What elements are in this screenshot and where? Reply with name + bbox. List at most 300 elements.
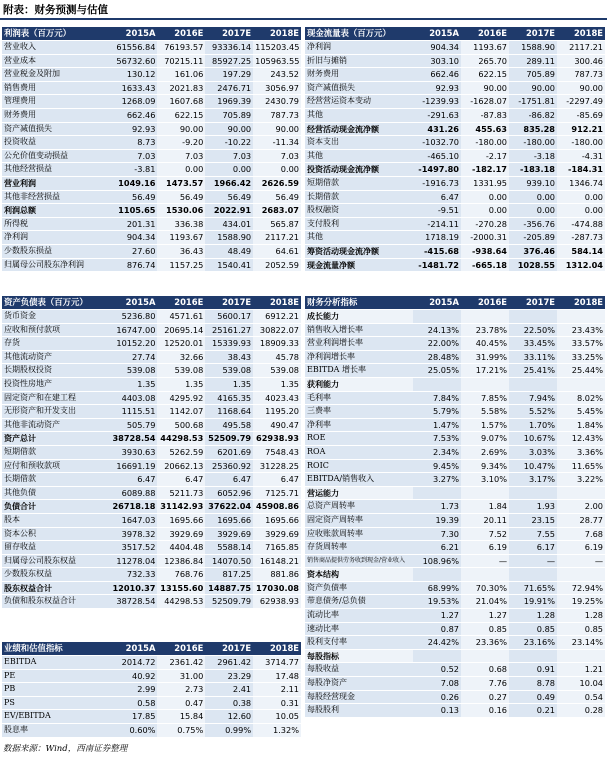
cell-value: 23.78% xyxy=(461,323,509,337)
row-label: EV/EBITDA xyxy=(2,710,110,724)
table-row xyxy=(305,323,605,337)
cell-value: 1718.19 xyxy=(413,231,461,245)
cell-value: 15339.93 xyxy=(205,337,253,351)
section-row xyxy=(305,486,605,500)
row-label: 利润总额 xyxy=(2,204,110,218)
cell-value: 0.00 xyxy=(557,190,605,204)
cell-value: 7.85% xyxy=(461,391,509,405)
table-row xyxy=(2,204,301,218)
table-row xyxy=(2,418,301,432)
table-row xyxy=(2,710,301,724)
cell-value: 197.29 xyxy=(205,68,253,82)
balance-grid xyxy=(2,296,301,609)
cell-value: 71.65% xyxy=(509,581,557,595)
cell-value: 2.41 xyxy=(205,683,253,697)
cell-value: 19.39 xyxy=(413,513,461,527)
cell-value: 0.00 xyxy=(461,190,509,204)
table-row xyxy=(305,54,605,68)
cell-value: 40.45% xyxy=(461,337,509,351)
row-label: 资产总计 xyxy=(2,432,110,446)
cell-value: 1607.68 xyxy=(157,95,205,109)
cell-value: 56.49 xyxy=(157,190,205,204)
cell-value: 45908.86 xyxy=(253,500,301,514)
cell-value: 20.11 xyxy=(461,513,509,527)
cell-value: 0.00 xyxy=(557,204,605,218)
cell-value: 161.06 xyxy=(157,68,205,82)
table-row xyxy=(305,622,605,636)
cell-value: 90.00 xyxy=(461,81,509,95)
cell-value xyxy=(413,568,461,582)
cell-value: 1193.67 xyxy=(157,231,205,245)
table-row xyxy=(305,81,605,95)
row-label: 其他流动资产 xyxy=(2,350,110,364)
table-row xyxy=(305,609,605,623)
balance-sheet-table xyxy=(2,296,301,609)
cell-value: 25.41% xyxy=(509,364,557,378)
table-row xyxy=(2,163,301,177)
cell-value: 3.22% xyxy=(557,473,605,487)
cell-value xyxy=(461,568,509,582)
cell-value: 19.91% xyxy=(509,595,557,609)
row-label: 营业税金及附加 xyxy=(2,68,110,82)
table-row xyxy=(305,473,605,487)
cell-value: 48.49 xyxy=(205,244,253,258)
cell-value: 72.94% xyxy=(557,581,605,595)
table-row xyxy=(2,54,301,68)
table-row xyxy=(2,108,301,122)
table-row xyxy=(2,217,301,231)
cell-value xyxy=(413,310,461,324)
cell-value: 3714.77 xyxy=(253,656,301,670)
cell-value: 1346.74 xyxy=(557,176,605,190)
cell-value: 1.93 xyxy=(509,500,557,514)
cell-value: — xyxy=(509,554,557,568)
cell-value: 300.46 xyxy=(557,54,605,68)
table-header-row xyxy=(305,27,605,41)
row-label: ROA xyxy=(305,445,413,459)
cash-flow-table xyxy=(305,27,605,272)
column-header: 2015A xyxy=(110,642,158,656)
row-label: 其他非流动资产 xyxy=(2,418,110,432)
income-statement-table xyxy=(2,27,301,272)
cell-value: 0.21 xyxy=(509,704,557,718)
cell-value: 32.66 xyxy=(157,350,205,364)
row-label: 每股收益 xyxy=(305,663,413,677)
table-row xyxy=(305,364,605,378)
cashflow-grid xyxy=(305,27,605,272)
cell-value: — xyxy=(461,554,509,568)
cell-value: 105963.55 xyxy=(253,54,301,68)
table-row xyxy=(2,656,301,670)
cell-value: 1695.66 xyxy=(253,513,301,527)
cell-value: 5588.14 xyxy=(205,541,253,555)
cell-value: -2.17 xyxy=(461,149,509,163)
column-header: 2018E xyxy=(557,296,605,310)
cell-value: 1695.66 xyxy=(157,513,205,527)
row-label: 股东权益合计 xyxy=(2,581,110,595)
section-row xyxy=(305,568,605,582)
cell-value: 705.89 xyxy=(205,108,253,122)
cell-value: 6.19 xyxy=(461,541,509,555)
cell-value xyxy=(413,649,461,663)
row-label: 长期借款 xyxy=(2,473,110,487)
cell-value: -180.00 xyxy=(557,136,605,150)
row-label: 营业利润增长率 xyxy=(305,337,413,351)
cell-value: -214.11 xyxy=(413,217,461,231)
table-row xyxy=(305,217,605,231)
cell-value: 495.58 xyxy=(205,418,253,432)
cell-value: -10.22 xyxy=(205,136,253,150)
cell-value: 1049.16 xyxy=(110,176,158,190)
cell-value: 12010.37 xyxy=(110,581,158,595)
cell-value: 1966.42 xyxy=(205,176,253,190)
cell-value: 19.25% xyxy=(557,595,605,609)
column-header: 2017E xyxy=(205,27,253,41)
cell-value: 64.61 xyxy=(253,244,301,258)
cell-value: 584.14 xyxy=(557,244,605,258)
table-row xyxy=(2,473,301,487)
column-header: 2017E xyxy=(205,642,253,656)
cell-value: -9.20 xyxy=(157,136,205,150)
cell-value: 0.85 xyxy=(557,622,605,636)
cell-value: 539.08 xyxy=(110,364,158,378)
cell-value: 6.21 xyxy=(413,541,461,555)
valuation-grid xyxy=(2,642,301,738)
cell-value: -270.28 xyxy=(461,217,509,231)
cell-value: 10.47% xyxy=(509,459,557,473)
cell-value: 7.55 xyxy=(509,527,557,541)
cell-value: 0.00 xyxy=(157,163,205,177)
row-label: 所得税 xyxy=(2,217,110,231)
cell-value: 0.99% xyxy=(205,723,253,737)
table-row xyxy=(305,231,605,245)
row-label: 财务费用 xyxy=(305,68,413,82)
cell-value: 12.43% xyxy=(557,432,605,446)
table-row xyxy=(305,244,605,258)
cell-value: 9.07% xyxy=(461,432,509,446)
table-row xyxy=(305,258,605,272)
cell-value: 1.84 xyxy=(461,500,509,514)
cell-value: — xyxy=(557,554,605,568)
row-label: EBITDA 增长率 xyxy=(305,364,413,378)
cell-value: 0.49 xyxy=(509,690,557,704)
cell-value: 2626.59 xyxy=(253,176,301,190)
cell-value: 1193.67 xyxy=(461,41,509,55)
page-title: 附表：财务预测与估值 xyxy=(3,4,108,16)
cell-value: 0.16 xyxy=(461,704,509,718)
cell-value: 5600.17 xyxy=(205,310,253,324)
column-header: 2016E xyxy=(157,296,205,310)
column-header: 2018E xyxy=(557,27,605,41)
cell-value: 44298.53 xyxy=(157,595,205,609)
row-label: 资本支出 xyxy=(305,136,413,150)
cell-value: 7548.43 xyxy=(253,445,301,459)
cell-value: -205.89 xyxy=(509,231,557,245)
cell-value: 1473.57 xyxy=(157,176,205,190)
table-row xyxy=(305,541,605,555)
table-row xyxy=(2,669,301,683)
table-row xyxy=(2,68,301,82)
cell-value: 90.00 xyxy=(253,122,301,136)
row-label: 投资收益 xyxy=(2,136,110,150)
cell-value: 787.73 xyxy=(253,108,301,122)
cell-value: -182.17 xyxy=(461,163,509,177)
cell-value: 7.94% xyxy=(509,391,557,405)
row-label: PE xyxy=(2,669,110,683)
row-label: 存货 xyxy=(2,337,110,351)
row-label: 经营活动现金流净额 xyxy=(305,122,413,136)
cell-value: 31.00 xyxy=(157,669,205,683)
row-label: 其他非经营损益 xyxy=(2,190,110,204)
cell-value: 17.48 xyxy=(253,669,301,683)
cell-value: 18909.33 xyxy=(253,337,301,351)
row-label: 应收账款周转率 xyxy=(305,527,413,541)
table-row xyxy=(305,337,605,351)
cell-value: -1497.80 xyxy=(413,163,461,177)
cell-value: -11.34 xyxy=(253,136,301,150)
row-label: 销售收入增长率 xyxy=(305,323,413,337)
table-row xyxy=(305,445,605,459)
cell-value: 33.45% xyxy=(509,337,557,351)
column-header: 2015A xyxy=(413,296,461,310)
table-row xyxy=(305,581,605,595)
title-rule xyxy=(0,18,607,20)
cell-value: 1.70% xyxy=(509,418,557,432)
cell-value: 3.17% xyxy=(509,473,557,487)
cell-value: 9.45% xyxy=(413,459,461,473)
cell-value: -1751.81 xyxy=(509,95,557,109)
row-label: 现金流量净额 xyxy=(305,258,413,272)
table-row xyxy=(2,337,301,351)
cell-value: -1628.07 xyxy=(461,95,509,109)
row-label: 负债和股东权益合计 xyxy=(2,595,110,609)
table-row xyxy=(2,500,301,514)
row-label: 支付股利 xyxy=(305,217,413,231)
row-label: 其他 xyxy=(305,231,413,245)
cell-value: 19.53% xyxy=(413,595,461,609)
cell-value: 6052.96 xyxy=(205,486,253,500)
cell-value: 0.75% xyxy=(157,723,205,737)
row-label: 负债合计 xyxy=(2,500,110,514)
cell-value xyxy=(557,377,605,391)
row-label: 归属母公司股东权益 xyxy=(2,554,110,568)
cell-value: 6.19 xyxy=(557,541,605,555)
row-label: 经营营运资本变动 xyxy=(305,95,413,109)
row-label: 营业成本 xyxy=(2,54,110,68)
cell-value: 539.08 xyxy=(157,364,205,378)
cell-value xyxy=(509,568,557,582)
cell-value: 36.43 xyxy=(157,244,205,258)
cell-value: 6.47 xyxy=(110,473,158,487)
cell-value: 3056.97 xyxy=(253,81,301,95)
cell-value xyxy=(509,649,557,663)
row-label: 其他 xyxy=(305,149,413,163)
cell-value: 303.10 xyxy=(413,54,461,68)
table-row xyxy=(2,149,301,163)
cell-value: 2022.91 xyxy=(205,204,253,218)
cell-value: 0.58 xyxy=(110,696,158,710)
row-label: 股本 xyxy=(2,513,110,527)
cell-value: 1.32% xyxy=(253,723,301,737)
cell-value: 2.69% xyxy=(461,445,509,459)
cell-value: 24.42% xyxy=(413,636,461,650)
cell-value: -86.82 xyxy=(509,108,557,122)
row-label: 每股净资产 xyxy=(305,677,413,691)
cell-value: 6.47 xyxy=(157,473,205,487)
cell-value xyxy=(509,377,557,391)
cell-value: 876.74 xyxy=(110,258,158,272)
row-label: 每股经营现金 xyxy=(305,690,413,704)
row-label: 获利能力 xyxy=(305,377,413,391)
table-row xyxy=(305,108,605,122)
cell-value: 2014.72 xyxy=(110,656,158,670)
row-label: 存货周转率 xyxy=(305,541,413,555)
table-row xyxy=(2,513,301,527)
cell-value: 7.53% xyxy=(413,432,461,446)
cell-value: 33.57% xyxy=(557,337,605,351)
table-row xyxy=(2,445,301,459)
cell-value: -474.88 xyxy=(557,217,605,231)
cell-value: -356.76 xyxy=(509,217,557,231)
cell-value xyxy=(557,568,605,582)
cell-value: 93336.14 xyxy=(205,41,253,55)
cell-value: 3929.69 xyxy=(205,527,253,541)
table-title: 资产负债表（百万元） xyxy=(2,296,110,310)
cell-value: 2052.59 xyxy=(253,258,301,272)
table-row xyxy=(305,554,605,568)
cell-value: 243.52 xyxy=(253,68,301,82)
section-row xyxy=(305,649,605,663)
column-header: 2018E xyxy=(253,642,301,656)
cell-value: 7.03 xyxy=(205,149,253,163)
cell-value: 1331.95 xyxy=(461,176,509,190)
cell-value: 0.00 xyxy=(509,204,557,218)
cell-value: 52509.79 xyxy=(205,432,253,446)
cell-value: 7.84% xyxy=(413,391,461,405)
cell-value: 1.35 xyxy=(205,377,253,391)
table-row xyxy=(2,541,301,555)
row-label: 无形资产和开发支出 xyxy=(2,405,110,419)
table-row xyxy=(305,163,605,177)
cell-value: 1588.90 xyxy=(509,41,557,55)
row-label: 短期借款 xyxy=(2,445,110,459)
cell-value: 817.25 xyxy=(205,568,253,582)
table-row xyxy=(305,204,605,218)
row-label: 销售费用 xyxy=(2,81,110,95)
cell-value: 30822.07 xyxy=(253,323,301,337)
cell-value: 16148.21 xyxy=(253,554,301,568)
cell-value: 7.76 xyxy=(461,677,509,691)
cell-value: 490.47 xyxy=(253,418,301,432)
cell-value: -2297.49 xyxy=(557,95,605,109)
cell-value xyxy=(557,486,605,500)
cell-value: 2476.71 xyxy=(205,81,253,95)
row-label: 流动比率 xyxy=(305,609,413,623)
row-label: 资本结构 xyxy=(305,568,413,582)
row-label: 筹资活动现金流净额 xyxy=(305,244,413,258)
financial-ratios-table xyxy=(305,296,605,718)
row-label: 投资性房地产 xyxy=(2,377,110,391)
cell-value xyxy=(557,310,605,324)
column-header: 2016E xyxy=(157,642,205,656)
table-row xyxy=(305,95,605,109)
cell-value: 3929.69 xyxy=(253,527,301,541)
cell-value: 90.00 xyxy=(509,81,557,95)
table-row xyxy=(305,190,605,204)
cell-value: 1195.20 xyxy=(253,405,301,419)
row-label: 固定资产周转率 xyxy=(305,513,413,527)
cell-value xyxy=(461,649,509,663)
cell-value: 12520.01 xyxy=(157,337,205,351)
cell-value: 6.17 xyxy=(509,541,557,555)
cell-value: 0.00 xyxy=(509,190,557,204)
table-row xyxy=(305,176,605,190)
cell-value: 16691.19 xyxy=(110,459,158,473)
table-row xyxy=(2,554,301,568)
row-label: 净利率 xyxy=(305,418,413,432)
cell-value: -1239.93 xyxy=(413,95,461,109)
cell-value: 28.77 xyxy=(557,513,605,527)
table-row xyxy=(305,690,605,704)
row-label: 长期股权投资 xyxy=(2,364,110,378)
cell-value: -9.51 xyxy=(413,204,461,218)
cell-value: 22.00% xyxy=(413,337,461,351)
cell-value: 23.16% xyxy=(509,636,557,650)
cell-value: 539.08 xyxy=(205,364,253,378)
cell-value: 1.47% xyxy=(413,418,461,432)
row-label: 应收和预付款项 xyxy=(2,323,110,337)
cell-value: 70215.11 xyxy=(157,54,205,68)
table-row xyxy=(2,391,301,405)
cell-value: 45.78 xyxy=(253,350,301,364)
table-row xyxy=(2,190,301,204)
table-row xyxy=(305,636,605,650)
cell-value: 8.02% xyxy=(557,391,605,405)
table-row xyxy=(2,377,301,391)
valuation-table xyxy=(2,642,301,738)
cell-value: -180.00 xyxy=(509,136,557,150)
table-title: 业绩和估值指标 xyxy=(2,642,110,656)
row-label: 货币资金 xyxy=(2,310,110,324)
ratios-grid xyxy=(305,296,605,718)
cell-value: 25360.92 xyxy=(205,459,253,473)
table-row xyxy=(2,41,301,55)
table-row xyxy=(305,595,605,609)
cell-value: 904.34 xyxy=(110,231,158,245)
cell-value: 768.76 xyxy=(157,568,205,582)
cell-value: 23.15 xyxy=(509,513,557,527)
cell-value: 2961.42 xyxy=(205,656,253,670)
cell-value: 6089.88 xyxy=(110,486,158,500)
cell-value: 1.35 xyxy=(157,377,205,391)
section-row xyxy=(305,377,605,391)
row-label: 资产负债率 xyxy=(305,581,413,595)
cell-value: 4165.35 xyxy=(205,391,253,405)
cell-value: 881.86 xyxy=(253,568,301,582)
cell-value: 115203.45 xyxy=(253,41,301,55)
cell-value: 912.21 xyxy=(557,122,605,136)
column-header: 2016E xyxy=(461,296,509,310)
column-header: 2018E xyxy=(253,296,301,310)
cell-value xyxy=(461,486,509,500)
cell-value: -85.69 xyxy=(557,108,605,122)
source-note: 数据来源：Wind，西南证券整理 xyxy=(3,744,128,754)
cell-value: 431.26 xyxy=(413,122,461,136)
section-row xyxy=(305,310,605,324)
cell-value: -665.18 xyxy=(461,258,509,272)
table-row xyxy=(2,459,301,473)
cell-value: 1695.66 xyxy=(205,513,253,527)
